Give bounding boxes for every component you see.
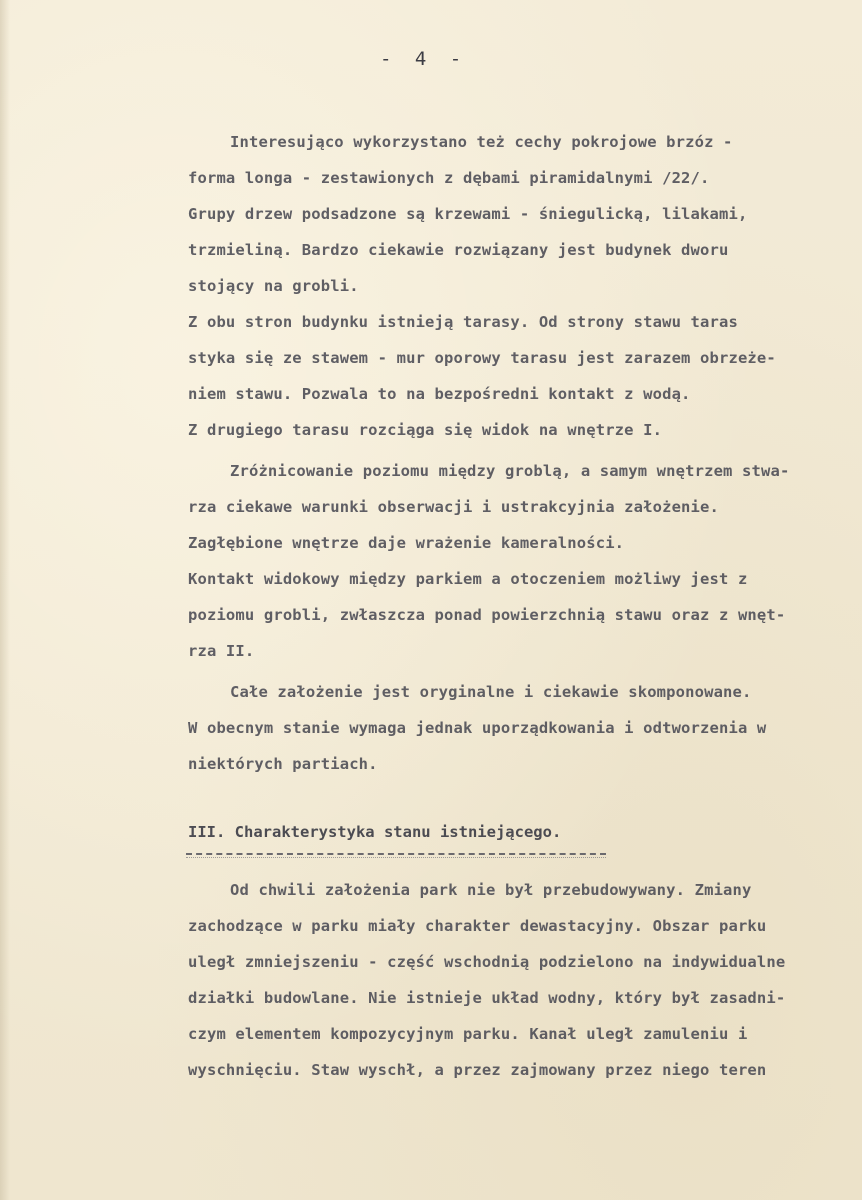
page-number: - 4 -: [380, 48, 468, 70]
text-line: działki budowlane. Nie istnieje układ wodny, który był zasadni-: [188, 989, 786, 1007]
text-line: Z drugiego tarasu rozciąga się widok na wnętrze I.: [188, 421, 663, 439]
text-line: Z obu stron budynku istnieją tarasy. Od strony stawu taras: [188, 313, 738, 331]
text-line: styka się ze stawem - mur oporowy tarasu jest zarazem obrzeże-: [188, 349, 776, 367]
text-line: zachodzące w parku miały charakter dewastacyjny. Obszar parku: [188, 917, 767, 935]
text-line: stojący na grobli.: [188, 277, 359, 295]
text-line: trzmieliną. Bardzo ciekawie rozwiązany jest budynek dworu: [188, 241, 729, 259]
text-line: Całe założenie jest oryginalne i ciekawie skomponowane.: [230, 683, 752, 701]
text-line: poziomu grobli, zwłaszcza ponad powierzchnią stawu oraz z wnęt-: [188, 606, 786, 624]
text-line: Kontakt widokowy między parkiem a otoczeniem możliwy jest z: [188, 570, 748, 588]
heading-underline-secondary: [186, 857, 606, 858]
text-line: Od chwili założenia park nie był przebudowywany. Zmiany: [230, 881, 752, 899]
text-line: Grupy drzew podsadzone są krzewami - śniegulicką, lilakami,: [188, 205, 748, 223]
paper-edge-shadow: [0, 0, 10, 1200]
heading-underline: [186, 853, 606, 855]
text-line: uległ zmniejszeniu - część wschodnią podzielono na indywidualne: [188, 953, 786, 971]
text-line: forma longa - zestawionych z dębami piramidalnymi /22/.: [188, 169, 710, 187]
text-line: czym elementem kompozycyjnym parku. Kanał uległ zamuleniu i: [188, 1025, 748, 1043]
text-line: niem stawu. Pozwala to na bezpośredni kontakt z wodą.: [188, 385, 691, 403]
text-line: wyschnięciu. Staw wyschł, a przez zajmowany przez niego teren: [188, 1061, 767, 1079]
section-heading: III. Charakterystyka stanu istniejącego.: [188, 823, 562, 841]
text-line: rza II.: [188, 642, 255, 660]
text-line: Zagłębione wnętrze daje wrażenie kameralności.: [188, 534, 625, 552]
text-line: rza ciekawe warunki obserwacji i ustrakcyjnia założenie.: [188, 498, 719, 516]
text-line: Interesująco wykorzystano też cechy pokrojowe brzóz -: [230, 133, 733, 151]
text-line: Zróżnicowanie poziomu między groblą, a samym wnętrzem stwa-: [230, 462, 790, 480]
text-line: W obecnym stanie wymaga jednak uporządkowania i odtworzenia w: [188, 719, 767, 737]
text-line: niektórych partiach.: [188, 755, 378, 773]
